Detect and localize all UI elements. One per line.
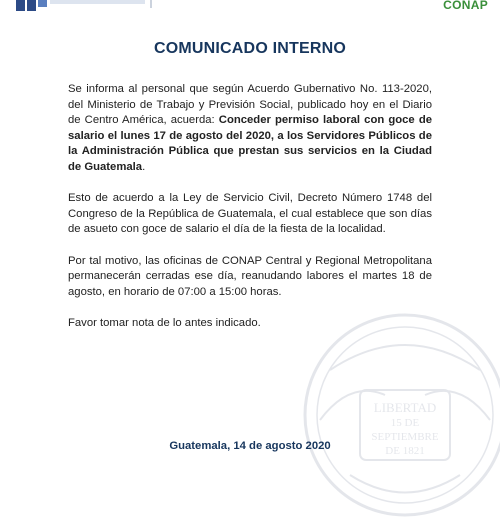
watermark-line-3: SEPTIEMBRE (371, 431, 439, 443)
paragraph-4: Favor tomar nota de lo antes indicado. (68, 317, 261, 329)
paragraph-2: Esto de acuerdo a la Ley de Servicio Civil, Decreto Número 1748 del Congreso de la República de Guatemala, el cual establece que son días de asueto con goce de salario el día de la fiesta de la localidad. (68, 192, 432, 235)
conap-logo: CONAP (443, 0, 488, 12)
watermark-line-1: LIBERTAD (373, 400, 437, 415)
watermark-line-4: DE 1821 (385, 445, 425, 457)
document-body (68, 82, 432, 348)
paragraph-1-emphasis: Conceder permiso laboral con goce de salario el lunes 17 de agosto del 2020, a los Servidores Públicos de la Administración Pública que prestan sus servicios en la Ciudad de Guatemala (68, 114, 433, 173)
watermark-line-2: 15 DE (390, 417, 420, 429)
document-title: COMUNICADO INTERNO (153, 40, 347, 57)
government-logo (14, 0, 159, 12)
paragraph-1-end: . (142, 160, 146, 173)
paragraph-1 (68, 82, 432, 175)
paragraph-3: Por tal motivo, las oficinas de CONAP Central y Regional Metropolitana permanecerán cerradas ese día, reanudando labores el martes 18 de agosto, en horario de 07:00 a 15:00 horas. (68, 254, 432, 298)
paragraph-1-intro: Se informa al personal que según Acuerdo Gubernativo No. 113-2020, del Ministerio de Trabajo y Previsión Social, publicado hoy en el Diario de Centro América, acuerda: (68, 83, 432, 126)
place-date: Guatemala, 14 de agosto 2020 (169, 440, 331, 452)
